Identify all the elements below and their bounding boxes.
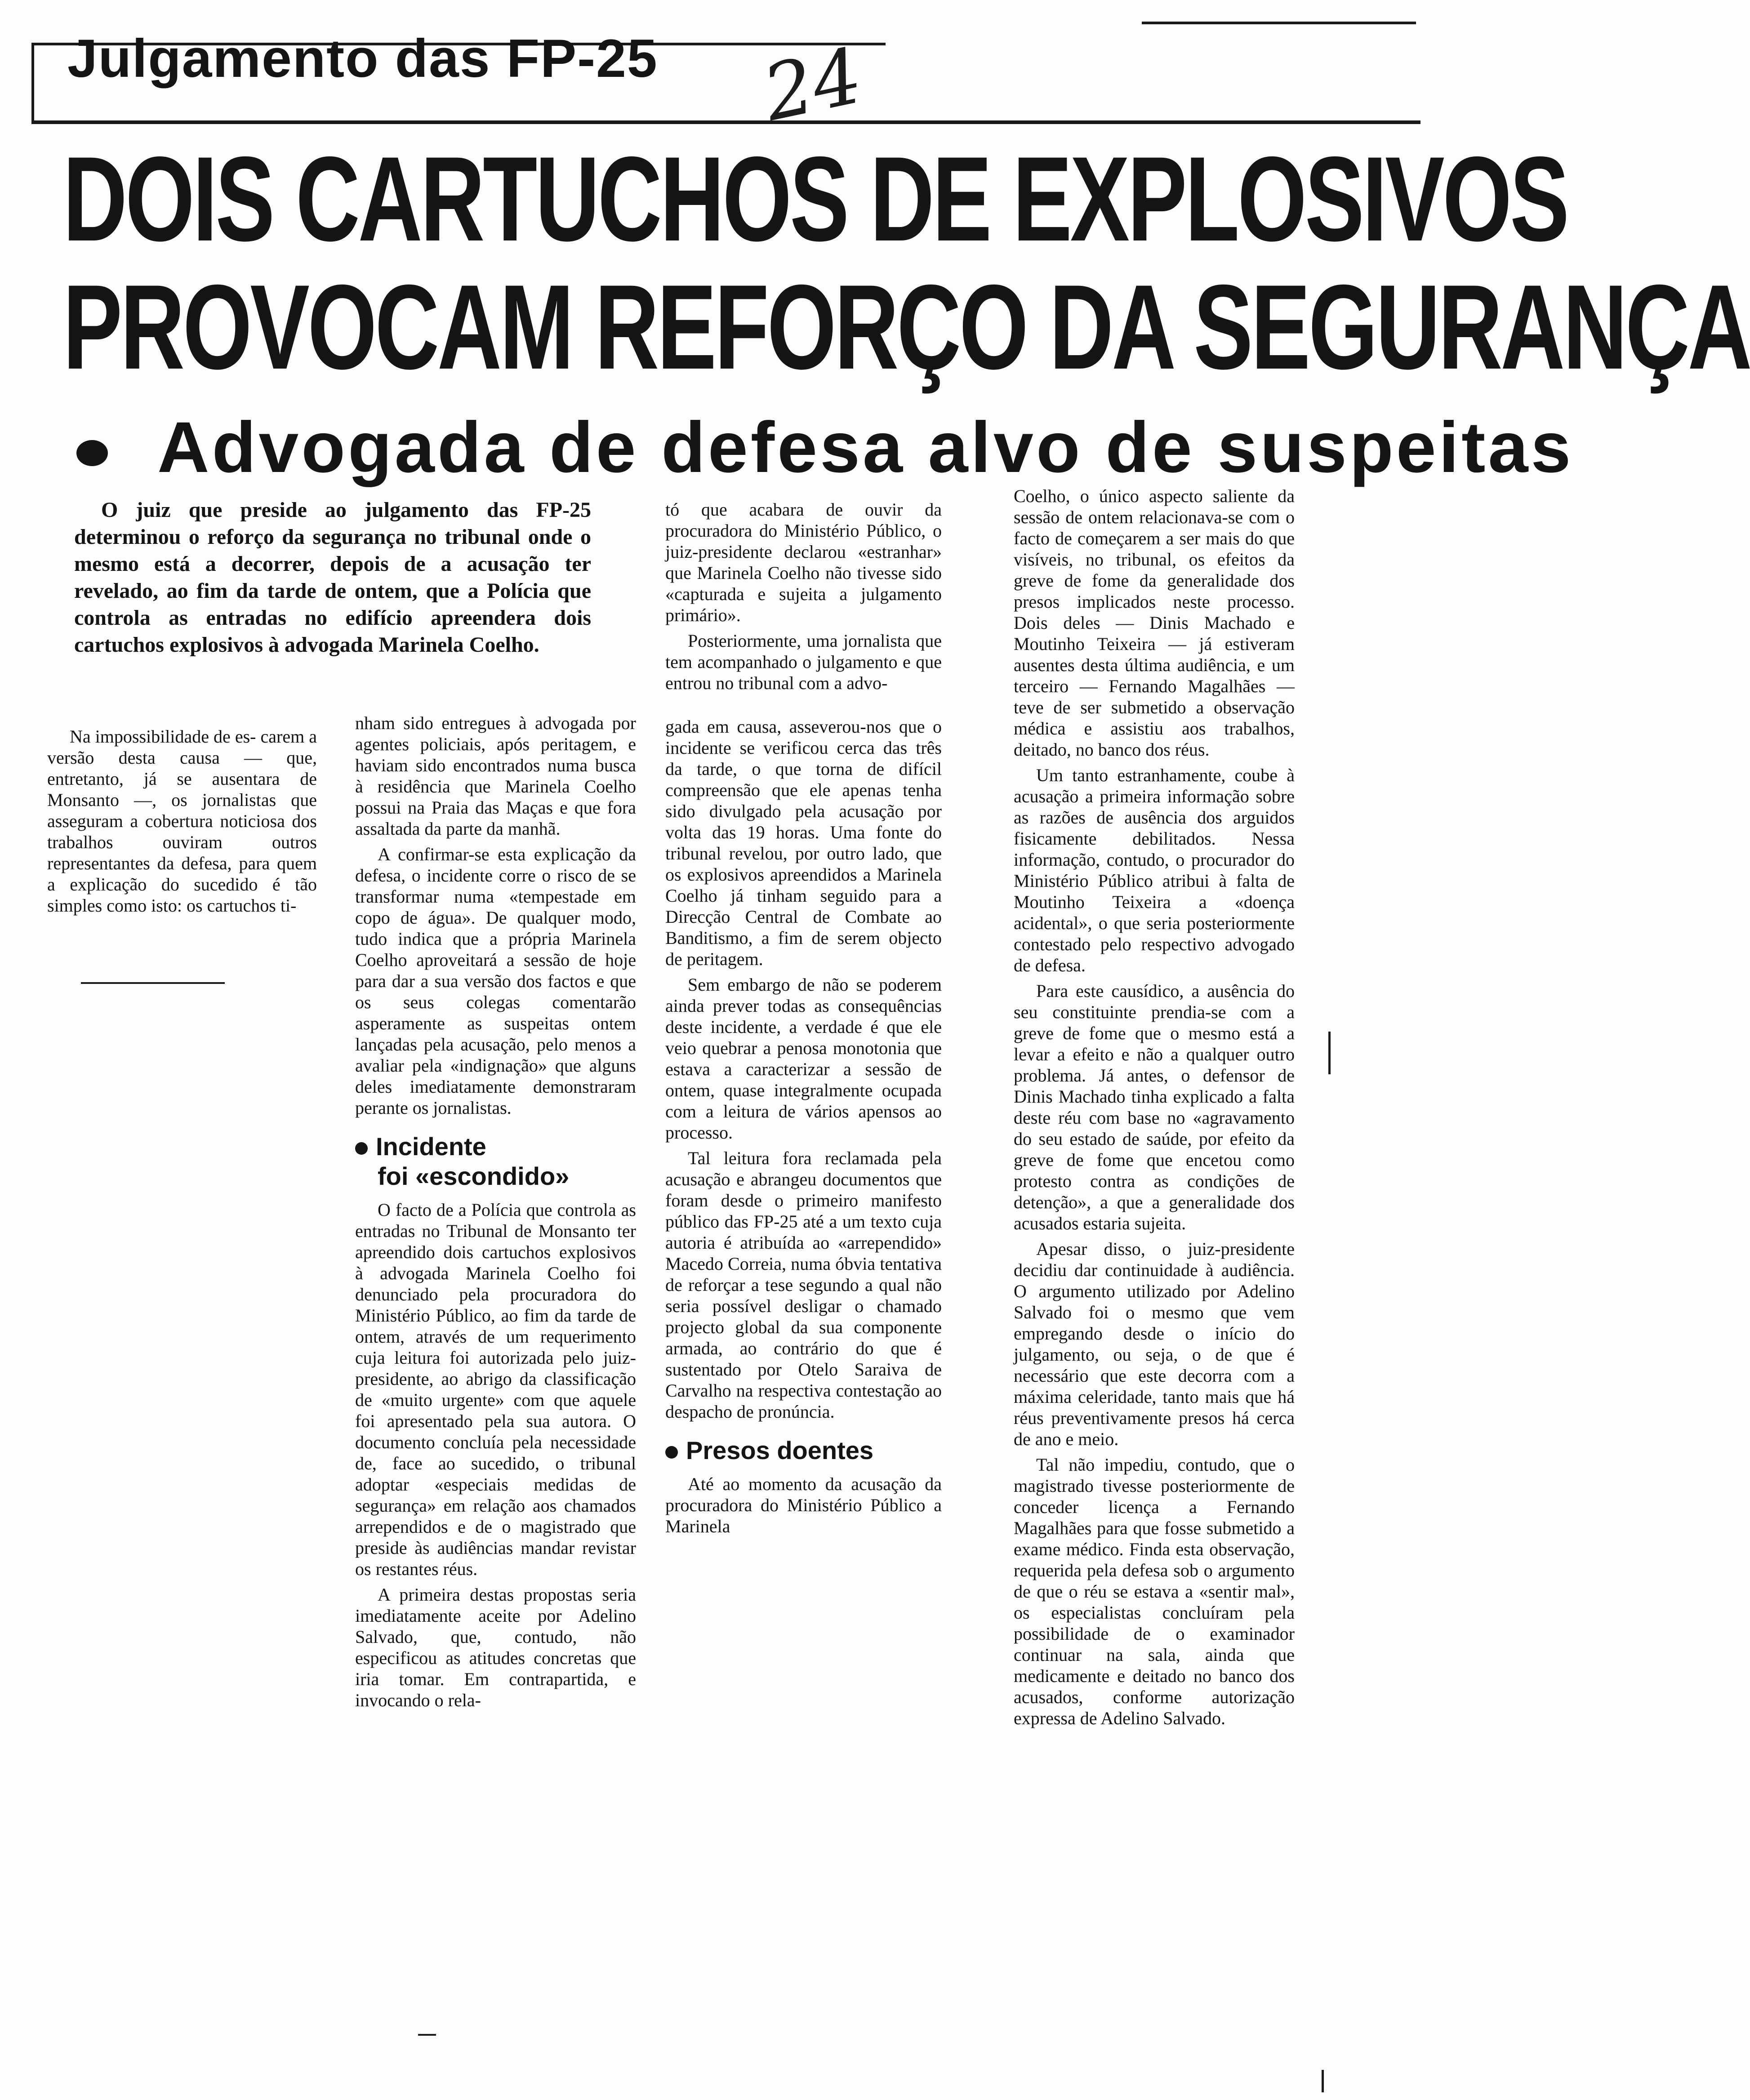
subtitle-presos-doentes (665, 1436, 942, 1465)
top-rule (1142, 22, 1416, 24)
bullet-icon (355, 1142, 368, 1155)
bullet-icon (665, 1446, 678, 1459)
bullet-icon (76, 440, 108, 466)
margin-mark (418, 2034, 436, 2036)
subhead (76, 407, 1574, 487)
margin-mark (1322, 2070, 1324, 2092)
col1-text: Na impossibilidade de es- carem a versão desta causa — que, entretanto, já se ausentara de Monsanto —, os jornalistas que asseguram a cobertura noticiosa dos trabalhos ouviram outros representantes da defesa, para quem a explicação do sucedido é tão simples como isto: os cartuchos ti- (47, 726, 317, 916)
kicker: Julgamento das FP-25 (67, 28, 658, 89)
kicker-frame-left (31, 43, 34, 121)
subhead-text: Advogada de defesa alvo de suspeitas (157, 407, 1574, 487)
col4-p1: Coelho, o único aspecto saliente da sessão de ontem relacionava-se com o facto de começarem a ser mais do que visíveis, no tribunal, os efeitos da greve de fome da generalidade dos presos implicados neste processo. Dois deles — Dinis Machado e Moutinho Teixeira — já estiveram ausentes desta última audiência, e um terceiro — Fernando Magalhães — teve de ser submetido a observação médica e assistiu aos trabalhos, deitado, no banco dos réus. (1014, 486, 1295, 760)
column-4 (1014, 485, 1295, 1733)
col4-p2: Um tanto estranhamente, coube à acusação a primeira informação sobre as razões de ausência dos arguidos fisicamente debilitados. Nessa informação, contudo, o procurador do Ministério Público atribui à falta de Moutinho Teixeira a «doença acidental», o que seria posteriormente contestado pelo respectivo advogado de defesa. (1014, 765, 1295, 975)
kicker-rule (31, 120, 1420, 124)
subtitle-incidente-line1: Incidente (376, 1132, 486, 1161)
col4-p3: Para este causídico, a ausência do seu constituinte prendia-se com a greve de fome que o mesmo está a levar a efeito e não a qualquer outro problema. Já antes, o defensor de Dinis Machado tinha explicado a falta deste réu com base no «agravamento do seu estado de saúde, por efeito da greve de fome que encetou como protesto contra as condições de detenção», a que a generalidade dos acusados estaria sujeita. (1014, 981, 1295, 1233)
headline-line-2: PROVOCAM REFORÇO DA SEGURANÇA (63, 259, 1750, 394)
subtitle-incidente-line2: foi «escondido» (378, 1162, 570, 1190)
subtitle-presos-doentes-text: Presos doentes (686, 1436, 874, 1464)
col3-p3: gada em causa, asseverou-nos que o incidente se verificou cerca das três da tarde, o que torna de difícil compreensão que ele apenas tenha sido divulgado pela acusação por volta das 19 horas. Uma fonte do tribunal revelou, por outro lado, que os explosivos apreendidos a Marinela Coelho já tinham seguido para a Direcção Central de Combate ao Banditismo, a fim de serem objecto de peritagem. (665, 716, 942, 969)
col3-p1: tó que acabara de ouvir da procuradora do Ministério Público, o juiz-presidente declarou «estranhar» que Marinela Coelho não tivesse sido «capturada e sujeita a julgamento primário». (665, 499, 942, 625)
headline-line-1: DOIS CARTUCHOS DE EXPLOSIVOS (63, 131, 1567, 266)
headline (63, 131, 1750, 394)
col4-p4: Apesar disso, o juiz-presidente decidiu dar continuidade à audiência. O argumento utilizado por Adelino Salvado foi o mesmo que vem empregando desde o início do julgamento, ou seja, o de que é necessário que este decorra com a máxima celeridade, tanto mais que há réus preventivamente presos há cerca de ano e meio. (1014, 1239, 1295, 1449)
column-2 (355, 712, 636, 1715)
col3-p5: Tal leitura fora reclamada pela acusação e abrangeu documentos que foram desde o primeiro manifesto público das FP-25 até a um texto cuja autoria é atribuída ao «arrependido» Macedo Correia, numa óbvia tentativa de reforçar a tese segundo a qual não seria possível desligar o chamado projecto global da sua componente armada, ao contrário do que é sustentado por Otelo Saraiva de Carvalho na respectiva contestação ao despacho de pronúncia. (665, 1148, 942, 1422)
column-3 (665, 499, 942, 1541)
column-1 (47, 726, 317, 921)
col2-p3: O facto de a Polícia que controla as entradas no Tribunal de Monsanto ter apreendido dois cartuchos explosivos à advogada Marinela Coelho foi denunciado pela procuradora do Ministério Público, ao fim da tarde de ontem, através de um requerimento cuja leitura foi autorizada pelo juiz-presidente, ao abrigo da classificação de «muito urgente» com que aquele foi apresentado pela sua autora. O documento concluía pela necessidade de, face ao sucedido, o tribunal adoptar «especiais medidas de segurança» em relação aos chamados arrependidos e de o magistrado que preside às audiências mandar revistar os restantes réus. (355, 1200, 636, 1579)
lead-paragraph (74, 497, 591, 663)
lead-text: O juiz que preside ao julgamento das FP-25 determinou o reforço da segurança no tribunal onde o mesmo está a decorrer, depois de a acusação ter revelado, ao fim da tarde de ontem, que a Polícia que controla as entradas no edifício apreendera dois cartuchos explosivos à advogada Marinela Coelho. (74, 498, 591, 657)
col3-p4: Sem embargo de não se poderem ainda prever todas as consequências deste incidente, a verdade é que ele veio quebrar a penosa monotonia que estava a caracterizar a sessão de ontem, quase integralmente ocupada com a leitura de vários apensos ao processo. (665, 974, 942, 1143)
col2-p1: nham sido entregues à advogada por agentes policiais, após peritagem, e haviam sido encontrados numa busca à residência que Marinela Coelho possui na Praia das Maças e que fora assaltada da parte da manhã. (355, 713, 636, 839)
col1-end-rule (81, 982, 225, 984)
col2-p2: A confirmar-se esta explicação da defesa, o incidente corre o risco de se transformar numa «tempestade em copo de água». De qualquer modo, tudo indica que a própria Marinela Coelho aproveitará a sessão de hoje para dar a sua versão dos factos e que os seus colegas comentarão asperamente as suspeitas ontem lançadas pela acusação, pelo menos a avaliar pela «indignação» que alguns deles imediatamente demonstraram perante os jornalistas. (355, 844, 636, 1118)
handwritten-mark: 24 (756, 31, 870, 139)
subtitle-incidente (355, 1132, 636, 1191)
col4-p5: Tal não impediu, contudo, que o magistrado tivesse posteriormente de conceder licença a Fernando Magalhães para que fosse submetido a exame médico. Finda esta observação, requerida pela defesa sob o argumento de que o réu se estava a «sentir mal», os especialistas concluíram pela possibilidade de o examinador continuar na sala, ainda que medicamente e deitado no banco dos acusados, conforme autorização expressa de Adelino Salvado. (1014, 1455, 1295, 1728)
col3-p6: Até ao momento da acusação da procuradora do Ministério Público a Marinela (665, 1474, 942, 1536)
col2-p4: A primeira destas propostas seria imediatamente aceite por Adelino Salvado, que, contudo, não especificou as atitudes concretas que iria tomar. Em contrapartida, e invocando o rela- (355, 1584, 636, 1710)
col3-p2: Posteriormente, uma jornalista que tem acompanhado o julgamento e que entrou no tribunal com a advo- (665, 631, 942, 693)
margin-mark (1328, 1032, 1331, 1074)
